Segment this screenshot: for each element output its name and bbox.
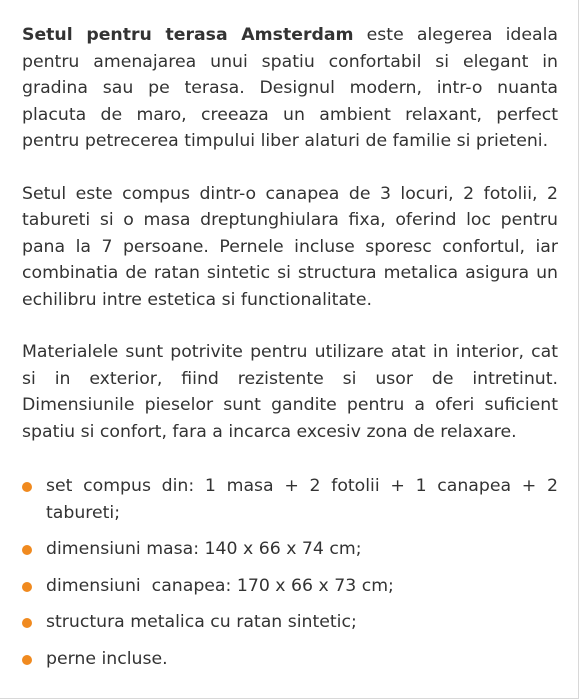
intro-text: este alegerea ideala pentru amenajarea unui spatiu confortabil si elegant in gradina sau pe terasa. Designul modern, intr-o nuanta placuta de maro, creeaza un ambient relaxant, perfect pentru petrecerea timpului liber alaturi de familie si prieteni.	[22, 25, 558, 151]
feature-text: set compus din: 1 masa + 2 fotolii + 1 canapea + 2 tabureti;	[46, 476, 558, 523]
description-paragraph-intro	[22, 22, 558, 155]
feature-text: dimensiuni canapea: 170 x 66 x 73 cm;	[46, 575, 394, 596]
feature-item	[22, 536, 558, 563]
feature-text: structura metalica cu ratan sintetic;	[46, 612, 357, 632]
description-paragraph-materials: Materialele sunt potrivite pentru utilizare atat in interior, cat si in exterior, fiind rezistente si usor de intretinut. Dimensiunile pieselor sunt gandite pentru a oferi suficient spatiu si confort, fara a incarca excesiv zona de relaxare.	[22, 342, 558, 442]
feature-text: perne incluse.	[46, 648, 168, 669]
bullet-dot-icon	[22, 655, 32, 665]
bullet-dot-icon	[22, 545, 32, 555]
bullet-dot-icon	[22, 618, 32, 628]
feature-item	[22, 609, 558, 636]
description-paragraph-composition: Setul este compus dintr-o canapea de 3 locuri, 2 fotolii, 2 tabureti si o masa dreptunghiulara fixa, oferind loc pentru pana la 7 persoane. Pernele incluse sporesc confortul, iar combinatia de ratan sintetic si structura metalica asigura un echilibru intre estetica si functionalitate.	[22, 183, 558, 310]
feature-list	[22, 473, 558, 672]
bullet-dot-icon	[22, 582, 32, 592]
feature-item	[22, 573, 558, 600]
product-description	[22, 22, 558, 682]
feature-item	[22, 646, 558, 673]
feature-text: dimensiuni masa: 140 x 66 x 74 cm;	[46, 539, 362, 559]
bullet-dot-icon	[22, 482, 32, 492]
feature-item	[22, 473, 558, 526]
product-name: Setul pentru terasa Amsterdam	[22, 25, 354, 45]
